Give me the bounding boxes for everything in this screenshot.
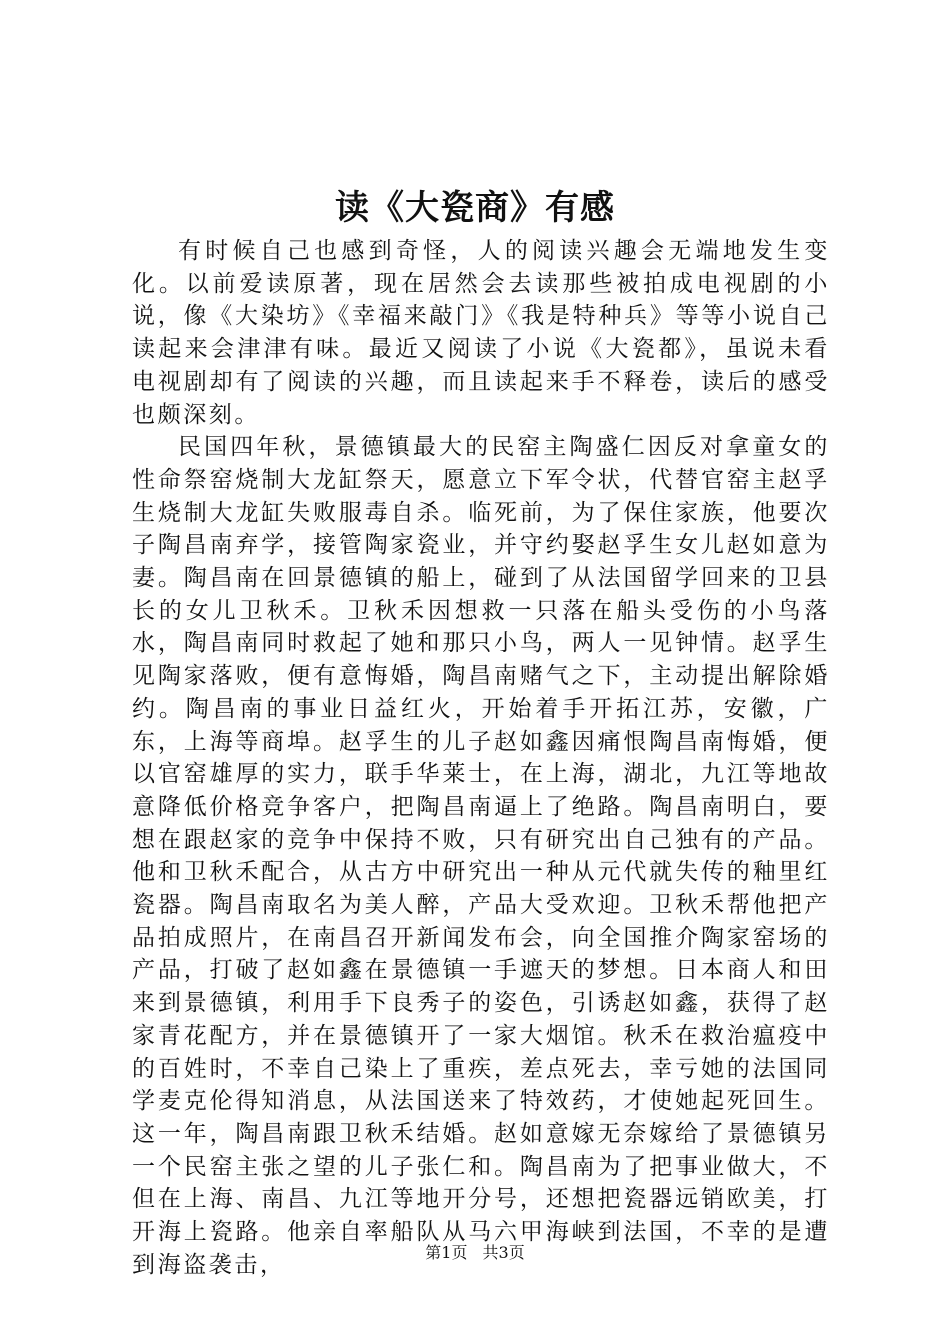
document-body xyxy=(132,235,830,1282)
document-title: 读《大瓷商》有感 xyxy=(335,188,615,228)
page-footer xyxy=(0,1241,950,1265)
page-total: 共3页 xyxy=(482,1243,525,1262)
paragraph-intro: 有时候自己也感到奇怪，人的阅读兴趣会无端地发生变化。以前爱读原著，现在居然会去读那些被拍成电视剧的小说，像《大染坊》《幸福来敲门》《我是特种兵》等等小说自己读起来会津津有味。最近又阅读了小说《大瓷都》，虽说未看电视剧却有了阅读的兴趣，而且读起来手不释卷，读后的感受也颇深刻。 xyxy=(132,238,830,428)
page-number: 第1页 xyxy=(425,1243,468,1262)
paragraph-plot-summary: 民国四年秋，景德镇最大的民窑主陶盛仁因反对拿童女的性命祭窑烧制大龙缸祭天，愿意立下军令状，代替官窑主赵孚生烧制大龙缸失败服毒自杀。临死前，为了保住家族，他要次子陶昌南弃学，接管陶家瓷业，并守约娶赵孚生女儿赵如意为妻。陶昌南在回景德镇的船上，碰到了从法国留学回来的卫县长的女儿卫秋禾。卫秋禾因想救一只落在船头受伤的小鸟落水，陶昌南同时救起了她和那只小鸟，两人一见钟情。赵孚生见陶家落败，便有意悔婚，陶昌南赌气之下，主动提出解除婚约。陶昌南的事业日益红火，开始着手开拓江苏，安徽，广东，上海等商埠。赵孚生的儿子赵如鑫因痛恨陶昌南悔婚，便以官窑雄厚的实力，联手华莱士，在上海，湖北，九江等地故意降低价格竞争客户，把陶昌南逼上了绝路。陶昌南明白，要想在跟赵家的竞争中保持不败，只有研究出自己独有的产品。他和卫秋禾配合，从古方中研究出一种从元代就失传的釉里红瓷器。陶昌南取名为美人醉，产品大受欢迎。卫秋禾帮他把产品拍成照片，在南昌召开新闻发布会，向全国推介陶家窑场的产品，打破了赵如鑫在景德镇一手遮天的梦想。日本商人和田来到景德镇，利用手下良秀子的姿色，引诱赵如鑫，获得了赵家青花配方，并在景德镇开了一家大烟馆。秋禾在救治瘟疫中的百姓时，不幸自己染上了重疾，差点死去，幸亏她的法国同学麦克伦得知消息，从法国送来了特效药，才使她起死回生。这一年，陶昌南跟卫秋禾结婚。赵如意嫁无奈嫁给了景德镇另一个民窑主张之望的儿子张仁和。陶昌南为了把事业做大，不但在上海、南昌、九江等地开分号，还想把瓷器远销欧美，打开海上瓷路。他亲自率船队从马六甲海峡到法国，不幸的是遭到海盗袭击， xyxy=(132,434,830,1278)
